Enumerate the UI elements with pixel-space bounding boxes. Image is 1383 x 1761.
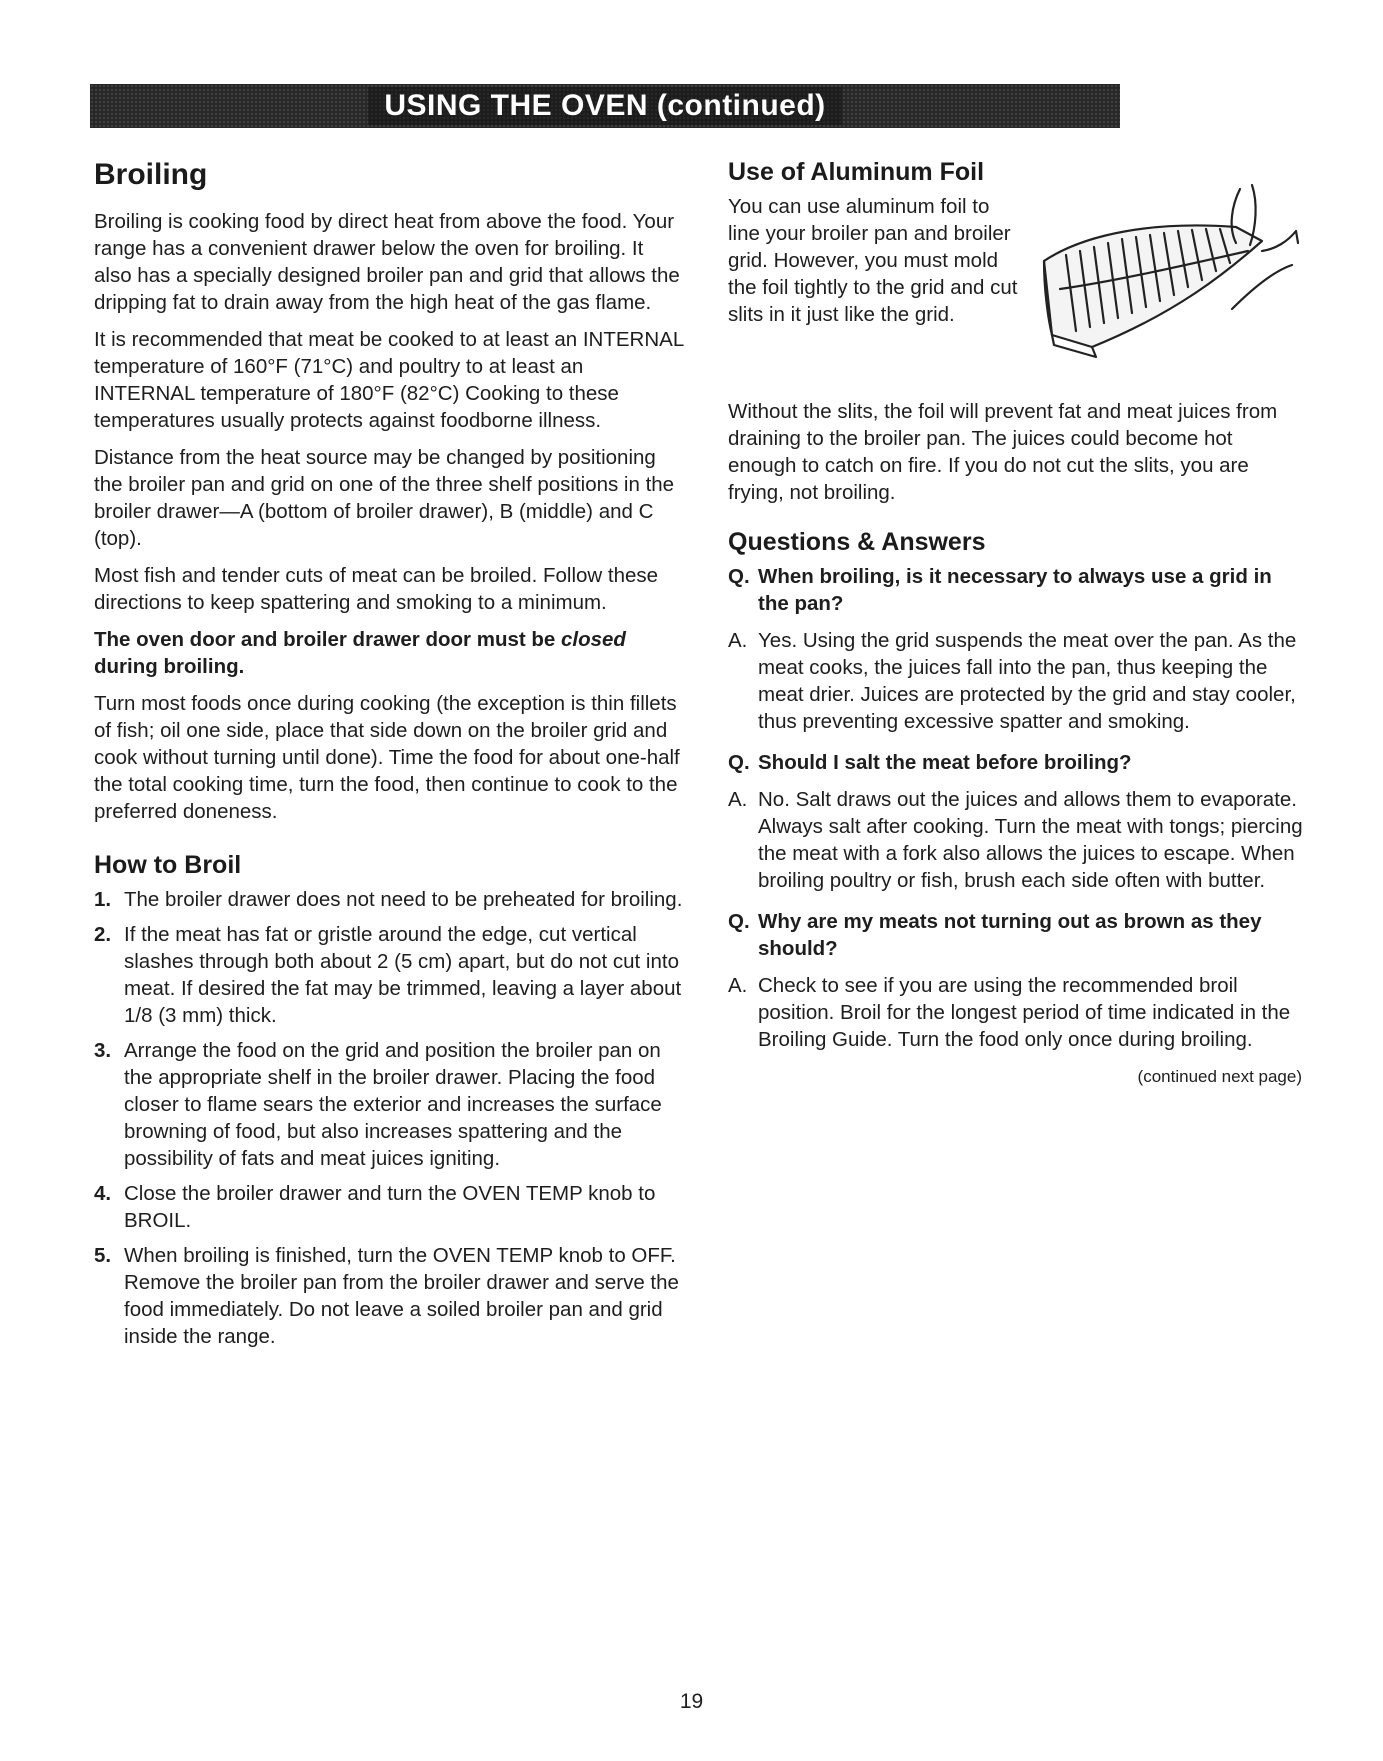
aluminum-foil-heading: Use of Aluminum Foil — [728, 158, 985, 186]
banner-title: USING THE OVEN (continued) — [368, 87, 841, 125]
step-text: Close the broiler drawer and turn the OVEN TEMP knob to BROIL. — [124, 1182, 656, 1232]
note-text: The oven door and broiler drawer door must be — [94, 628, 562, 651]
answer — [728, 786, 1306, 894]
step-text: The broiler drawer does not need to be preheated for broiling. — [124, 888, 683, 911]
question — [728, 749, 1306, 776]
door-closed-note — [94, 626, 684, 680]
answer-label: A. — [728, 788, 748, 811]
turn-food-paragraph: Turn most foods once during cooking (the exception is thin fillets of fish; oil one side, place that side down on the broiler grid and cook without turning until done). Time the food for about one-half the total cooking time, turn the food, then continue to cook to the preferred doneness. — [94, 692, 680, 823]
list-item — [94, 886, 684, 913]
how-to-broil-heading: How to Broil — [94, 851, 242, 879]
answer-label: A. — [728, 974, 748, 997]
step-number: 5. — [94, 1244, 112, 1267]
list-item — [94, 921, 684, 1029]
left-column — [94, 158, 684, 1358]
step-number: 4. — [94, 1182, 112, 1205]
answer-text: No. Salt draws out the juices and allows them to evaporate. Always salt after cooking. Turn the meat with tongs; piercing the meat with a fork also allows the juices to escape. When broiling poultry or fish, brush each side often with butter. — [758, 788, 1303, 892]
broiler-grid-foil-illustration-icon — [1026, 181, 1301, 371]
qa-item — [728, 749, 1306, 894]
foil-paragraph: You can use aluminum foil to line your broiler pan and broiler grid. However, you must mold the foil tightly to the grid and cut slits in it just like the grid. — [728, 195, 1018, 326]
continued-note: (continued next page) — [1137, 1067, 1302, 1086]
page-number: 19 — [679, 1690, 704, 1713]
list-item — [94, 1180, 684, 1234]
qa-item — [728, 563, 1306, 735]
step-text: If the meat has fat or gristle around the edge, cut vertical slashes through both about 2 (5 cm) apart, but do not cut into meat. If desired the fat may be trimmed, leaving a layer about 1/8 (3 mm) thick. — [124, 923, 682, 1027]
broiling-paragraph: Distance from the heat source may be changed by positioning the broiler pan and grid on one of the three shelf positions in the broiler drawer—A (bottom of broiler drawer), B (middle) and C (top). — [94, 446, 675, 550]
broiling-paragraph: Most fish and tender cuts of meat can be broiled. Follow these directions to keep spattering and smoking to a minimum. — [94, 564, 659, 614]
answer-text: Check to see if you are using the recommended broil position. Broil for the longest period of time indicated in the Broiling Guide. Turn the food only once during broiling. — [758, 974, 1291, 1051]
answer — [728, 972, 1306, 1053]
qa-item — [728, 908, 1306, 1053]
foil-intro — [728, 193, 1306, 396]
how-to-broil-section — [94, 851, 684, 1350]
answer — [728, 627, 1306, 735]
step-number: 1. — [94, 888, 112, 911]
question-label: Q. — [728, 751, 750, 774]
step-text: When broiling is finished, turn the OVEN TEMP knob to OFF. Remove the broiler pan from the broiler drawer and serve the food immediately. Do not leave a soiled broiler pan and grid inside the range. — [124, 1244, 679, 1348]
question — [728, 563, 1306, 617]
question-label: Q. — [728, 910, 750, 933]
answer-label: A. — [728, 629, 748, 652]
broil-steps-list — [94, 886, 684, 1350]
note-emphasis: closed — [561, 628, 626, 651]
foil-paragraph: Without the slits, the foil will prevent fat and meat juices from draining to the broiler pan. The juices could become hot enough to catch on fire. If you do not cut the slits, you are frying, not broiling. — [728, 400, 1278, 504]
question-text: When broiling, is it necessary to always use a grid in the pan? — [758, 565, 1272, 615]
qa-heading: Questions & Answers — [728, 528, 986, 556]
right-column — [728, 158, 1306, 1087]
step-number: 3. — [94, 1039, 112, 1062]
answer-text: Yes. Using the grid suspends the meat over the pan. As the meat cooks, the juices fall into the pan, thus keeping the meat drier. Juices are protected by the grid and stay cooler, thus preventing excessive spatter and smoking. — [758, 629, 1297, 733]
broiling-paragraph: Broiling is cooking food by direct heat from above the food. Your range has a convenient drawer below the oven for broiling. It also has a specially designed broiler pan and grid that allows the dripping fat to drain away from the high heat of the gas flame. — [94, 210, 680, 314]
section-banner — [90, 84, 1120, 128]
question — [728, 908, 1306, 962]
list-item — [94, 1242, 684, 1350]
broiling-heading: Broiling — [94, 158, 208, 191]
broiling-paragraph: It is recommended that meat be cooked to at least an INTERNAL temperature of 160°F (71°C) and poultry to at least an INTERNAL temperature of 180°F (82°C) Cooking to these temperatures usually protects against foodborne illness. — [94, 328, 684, 432]
list-item — [94, 1037, 684, 1172]
step-number: 2. — [94, 923, 112, 946]
note-text: during broiling. — [94, 655, 245, 678]
question-text: Why are my meats not turning out as brown as they should? — [758, 910, 1262, 960]
question-text: Should I salt the meat before broiling? — [758, 751, 1132, 774]
step-text: Arrange the food on the grid and position the broiler pan on the appropriate shelf in the broiler drawer. Placing the food closer to flame sears the exterior and increases the surface browning of food, but also increases spattering and the possibility of fats and meat juices igniting. — [124, 1039, 662, 1170]
question-label: Q. — [728, 565, 750, 588]
